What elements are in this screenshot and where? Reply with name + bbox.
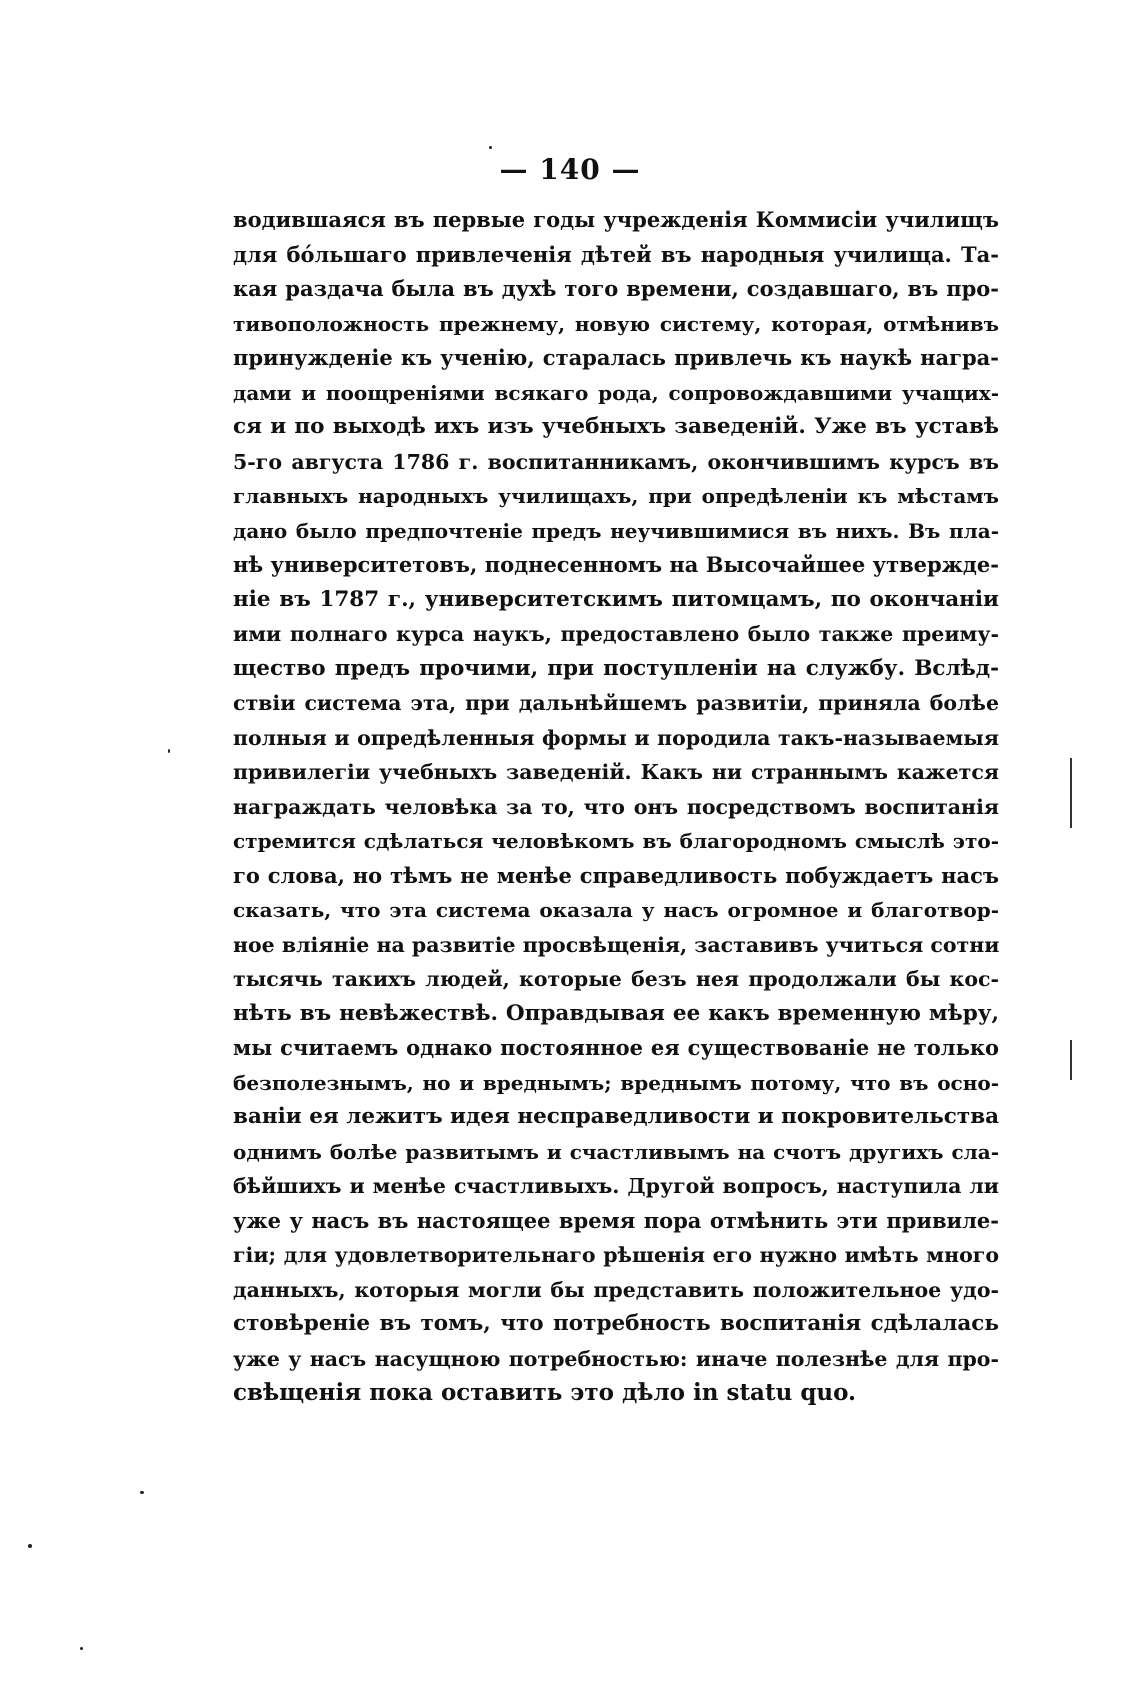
text-line: принужденіе къ ученію, старалась привлечь къ наукѣ награ- xyxy=(233,345,999,370)
text-line: однимъ болѣе развитымъ и счастливымъ на счотъ другихъ сла- xyxy=(233,1139,999,1164)
text-line: уже у насъ въ настоящее время пора отмѣнить эти привиле- xyxy=(233,1207,999,1233)
text-line: ими полнаго курса наукъ, предоставлено было также преиму- xyxy=(233,622,999,646)
text-line: ніе въ 1787 г., университетскимъ питомцамъ, по окончаніи xyxy=(233,586,999,612)
scan-speck xyxy=(489,146,492,149)
text-line: главныхъ народныхъ училищахъ, при опредѣленіи къ мѣстамъ xyxy=(233,484,999,508)
text-body xyxy=(233,203,999,1411)
page-number: — 140 — xyxy=(499,153,641,186)
scan-speck xyxy=(140,1491,144,1494)
text-line: гіи; для удовлетворительнаго рѣшенія его нужно имѣть много xyxy=(233,1243,999,1267)
text-line: для бо́льшаго привлеченія дѣтей въ народныя училища. Та- xyxy=(233,241,999,267)
text-line: полныя и опредѣленныя формы и породила такъ-называемыя xyxy=(233,725,999,750)
text-line: награждать человѣка за то, что онъ посредствомъ воспитанія xyxy=(233,794,999,819)
text-line: ваніи ея лежитъ идея несправедливости и покровительства xyxy=(233,1104,1000,1129)
text-line: нѣ университетовъ, поднесенномъ на Высочайшее утвержде- xyxy=(233,552,999,577)
scan-speck xyxy=(80,1647,83,1650)
text-line: дами и поощреніями всякаго рода, сопровождавшими учащих- xyxy=(233,380,999,405)
text-line: тивоположность прежнему, новую систему, которая, отмѣнивъ xyxy=(233,311,999,336)
text-line: щество предъ прочими, при поступленіи на службу. Вслѣд- xyxy=(233,655,999,681)
text-line: бѣйшихъ и менѣе счастливыхъ. Другой вопросъ, наступила ли xyxy=(233,1174,999,1198)
text-line: стремится сдѣлаться человѣкомъ въ благородномъ смыслѣ это- xyxy=(233,829,999,853)
text-line: стовѣреніе въ томъ, что потребность воспитанія сдѣлалась xyxy=(233,1311,999,1336)
text-line: го слова, но тѣмъ не менѣе справедливость побуждаетъ насъ xyxy=(233,862,999,888)
scan-margin-line xyxy=(1070,758,1072,828)
text-line: ся и по выходѣ ихъ изъ учебныхъ заведеній. Уже въ уставѣ xyxy=(233,414,999,439)
text-line: тысячь такихъ людей, которые безъ нея продолжали бы кос- xyxy=(233,967,999,991)
text-line: привилегіи учебныхъ заведеній. Какъ ни страннымъ кажется xyxy=(233,760,999,784)
scan-margin-line xyxy=(1070,1040,1072,1080)
text-line: ное вліяніе на развитіе просвѣщенія, заставивъ учиться сотни xyxy=(233,932,1000,957)
text-line: сказать, что эта система оказала у насъ огромное и благотвор- xyxy=(233,898,999,922)
text-line: водившаяся въ первые годы учрежденія Коммисіи училищъ xyxy=(233,207,999,232)
text-line: 5-го августа 1786 г. воспитанникамъ, окончившимъ курсъ въ xyxy=(233,449,999,474)
scan-speck xyxy=(168,749,170,753)
text-line: свѣщенія пока оставить это дѣло in statu quo. xyxy=(233,1379,857,1406)
text-line: нѣть въ невѣжествѣ. Оправдывая ее какъ временную мѣру, xyxy=(233,1000,999,1026)
text-line: данныхъ, которыя могли бы представить положительное удо- xyxy=(233,1277,999,1302)
text-line: уже у насъ насущною потребностью: иначе полезнѣе для про- xyxy=(233,1346,999,1371)
text-line: дано было предпочтеніе предъ неучившимися въ нихъ. Въ пла- xyxy=(233,518,999,543)
text-line: кая раздача была въ духѣ того времени, создавшаго, въ про- xyxy=(233,276,999,301)
text-line: безполезнымъ, но и вреднымъ; вреднымъ потому, что въ осно- xyxy=(233,1070,999,1095)
text-line: мы считаемъ однако постоянное ея существованіе не только xyxy=(233,1035,999,1060)
scan-speck xyxy=(28,1544,32,1548)
text-line: ствіи система эта, при дальнѣйшемъ развитіи, приняла болѣе xyxy=(233,691,999,715)
